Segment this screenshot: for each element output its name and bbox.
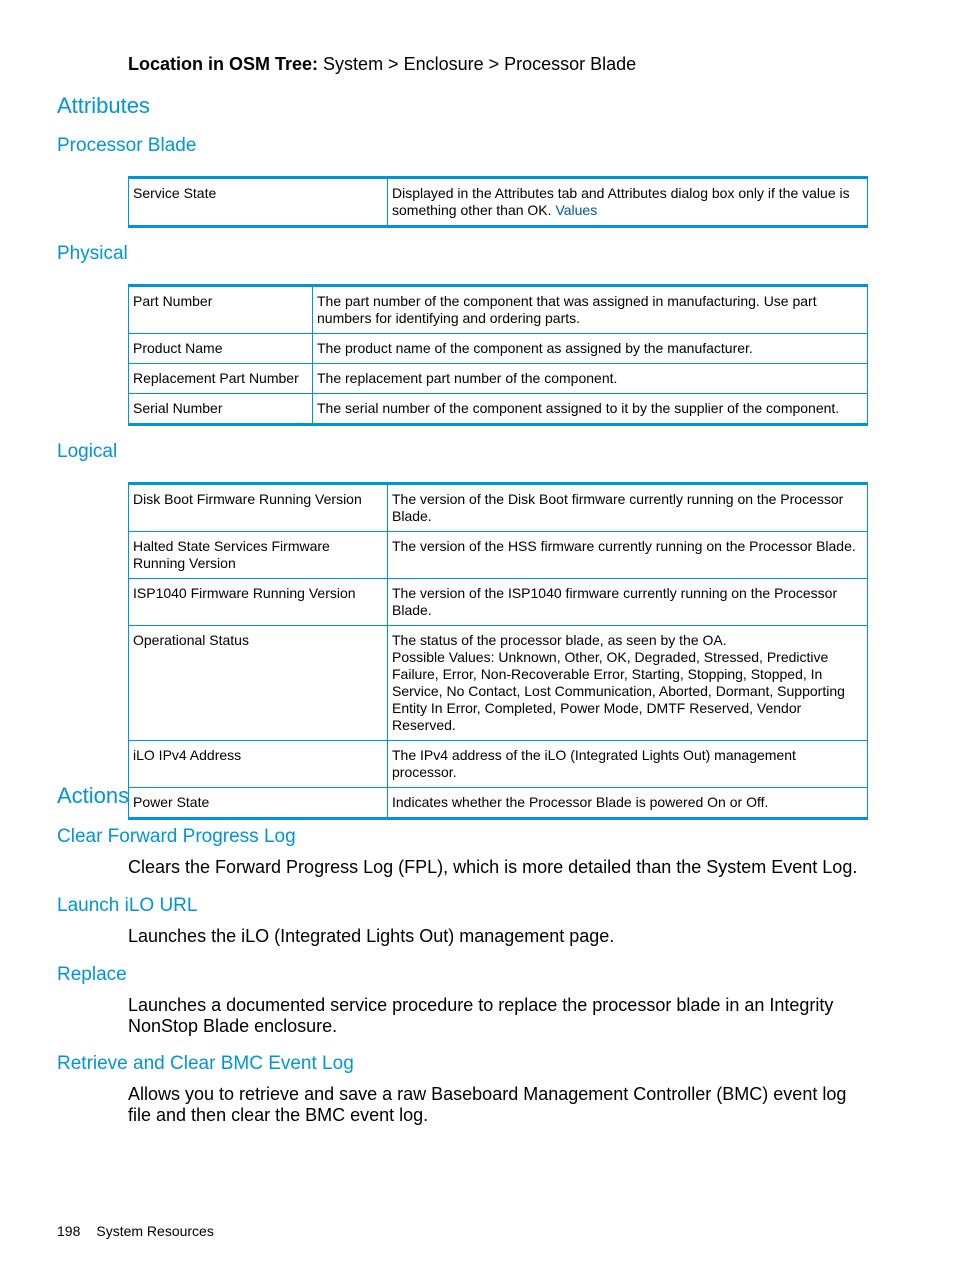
logical-heading: Logical	[57, 441, 118, 462]
values-link[interactable]: Values	[555, 202, 598, 218]
attribute-name: ISP1040 Firmware Running Version	[129, 579, 388, 626]
table-row	[129, 394, 868, 425]
attribute-description: The product name of the component as assigned by the manufacturer.	[313, 334, 868, 364]
attribute-name: Power State	[129, 788, 388, 819]
table-row	[129, 532, 868, 579]
processor-blade-heading: Processor Blade	[57, 135, 197, 156]
attribute-description: Indicates whether the Processor Blade is powered On or Off.	[388, 788, 868, 819]
action-description: Allows you to retrieve and save a raw Baseboard Management Controller (BMC) event log file and then clear the BMC event log.	[128, 1084, 847, 1125]
table-row	[129, 626, 868, 741]
table-row	[129, 364, 868, 394]
status-description: The status of the processor blade, as seen by the OA.	[392, 632, 727, 648]
action-title: Clear Forward Progress Log	[57, 826, 296, 847]
action-title: Launch iLO URL	[57, 895, 198, 916]
attribute-description: The replacement part number of the component.	[313, 364, 868, 394]
attribute-name: Disk Boot Firmware Running Version	[129, 484, 388, 532]
table-row	[129, 579, 868, 626]
page-number: 198	[57, 1223, 81, 1239]
attribute-description	[388, 178, 868, 227]
possible-values: Possible Values: Unknown, Other, OK, Degraded, Stressed, Predictive Failure, Error, Non-Recoverable Error, Starting, Stopping, Stopped, In Service, No Contact, Lost Communication, Aborted, Dormant, Supporting Entity In Error, Completed, Power Mode, DMTF Reserved, Vendor Reserved.	[392, 649, 845, 733]
actions-heading: Actions	[57, 783, 130, 808]
attribute-name: Replacement Part Number	[129, 364, 313, 394]
description-text: Displayed in the Attributes tab and Attributes dialog box only if the value is something other than OK.	[392, 185, 850, 218]
table-row	[129, 178, 868, 227]
attribute-description: The version of the Disk Boot firmware currently running on the Processor Blade.	[388, 484, 868, 532]
action-description: Clears the Forward Progress Log (FPL), which is more detailed than the System Event Log.	[128, 857, 858, 877]
attribute-description: The serial number of the component assigned to it by the supplier of the component.	[313, 394, 868, 425]
osm-location	[128, 54, 636, 75]
table-row	[129, 741, 868, 788]
attributes-heading: Attributes	[57, 93, 150, 118]
action-description: Launches the iLO (Integrated Lights Out) management page.	[128, 926, 615, 946]
attribute-description: The part number of the component that was assigned in manufacturing. Use part numbers for identifying and ordering parts.	[313, 286, 868, 334]
attribute-description: The version of the ISP1040 firmware currently running on the Processor Blade.	[388, 579, 868, 626]
page-footer	[57, 1223, 214, 1239]
attribute-name: Service State	[129, 178, 388, 227]
location-label: Location in OSM Tree:	[128, 54, 319, 74]
attribute-description: The IPv4 address of the iLO (Integrated Lights Out) management processor.	[388, 741, 868, 788]
processor-blade-table	[128, 176, 868, 228]
attribute-name: Product Name	[129, 334, 313, 364]
attribute-name: iLO IPv4 Address	[129, 741, 388, 788]
logical-table	[128, 482, 868, 820]
action-description: Launches a documented service procedure to replace the processor blade in an Integrity NonStop Blade enclosure.	[128, 995, 834, 1036]
action-title: Retrieve and Clear BMC Event Log	[57, 1053, 354, 1074]
attribute-name: Halted State Services Firmware Running Version	[129, 532, 388, 579]
physical-heading: Physical	[57, 243, 128, 264]
footer-section: System Resources	[96, 1223, 214, 1239]
physical-table	[128, 284, 868, 426]
action-title: Replace	[57, 964, 127, 985]
attribute-name: Operational Status	[129, 626, 388, 741]
attribute-description	[388, 626, 868, 741]
table-row	[129, 484, 868, 532]
location-path: System > Enclosure > Processor Blade	[323, 54, 637, 74]
table-row	[129, 334, 868, 364]
table-row	[129, 286, 868, 334]
table-row	[129, 788, 868, 819]
attribute-description: The version of the HSS firmware currently running on the Processor Blade.	[388, 532, 868, 579]
attribute-name: Serial Number	[129, 394, 313, 425]
attribute-name: Part Number	[129, 286, 313, 334]
